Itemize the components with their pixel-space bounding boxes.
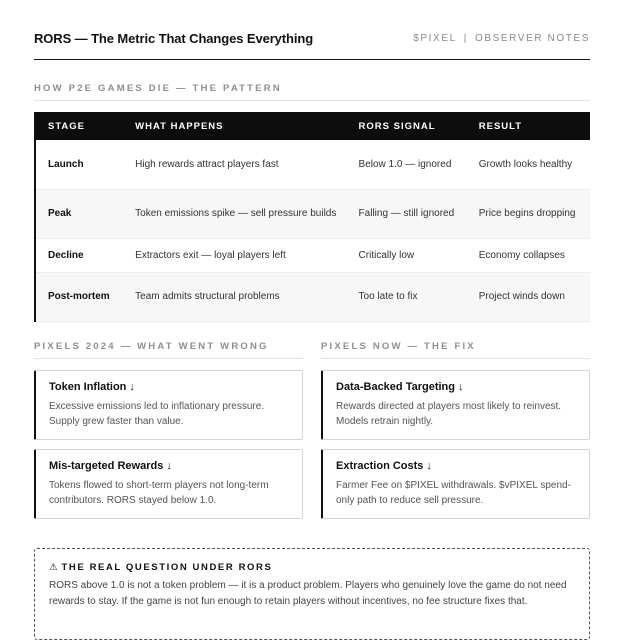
stage-cell: Peak	[35, 189, 123, 238]
column-header-stage: STAGE	[35, 112, 123, 140]
page-title: RORS — The Metric That Changes Everything	[34, 31, 314, 46]
result-cell: Economy collapses	[467, 238, 590, 272]
result-cell: Growth looks healthy	[467, 140, 590, 189]
what-happens-cell: Token emissions spike — sell pressure builds	[123, 189, 346, 238]
card-title	[49, 381, 290, 393]
card-body: Farmer Fee on $PIXEL withdrawals. $vPIXEL spend-only path to reduce sell pressure.	[336, 480, 571, 506]
what-happens-cell: High rewards attract players fast	[123, 140, 346, 189]
table-row	[35, 189, 590, 238]
rors-signal-cell: Below 1.0 — ignored	[347, 140, 467, 189]
card-title-text: Mis-targeted Rewards	[49, 460, 164, 472]
result-cell: Price begins dropping	[467, 189, 590, 238]
arrow-down-icon: ↓	[129, 381, 135, 393]
column-header-result: RESULT	[467, 112, 590, 140]
token-inflation-card	[34, 370, 303, 440]
arrow-down-icon: ↓	[166, 460, 172, 472]
stage-cell: Post-mortem	[35, 272, 123, 321]
fix-section-label: PIXELS NOW — THE FIX	[321, 341, 590, 359]
table-row	[35, 238, 590, 272]
column-header-what-happens: WHAT HAPPENS	[123, 112, 346, 140]
table-row	[35, 140, 590, 189]
card-title	[49, 460, 290, 472]
table-row	[35, 272, 590, 321]
card-title-text: Token Inflation	[49, 381, 127, 393]
card-body: Rewards directed at players most likely to reinvest. Models retrain nightly.	[336, 401, 562, 427]
pattern-section-label: HOW P2E GAMES DIE — THE PATTERN	[34, 83, 590, 101]
card-body: Excessive emissions led to inflationary pressure. Supply grew faster than value.	[49, 401, 265, 427]
table-header-row	[35, 112, 590, 140]
callout-body: RORS above 1.0 is not a token problem — it is a product problem. Players who genuinely love the game do not need rewards to stay. If the game is not fun enough to retain players without incentives, no fee structure fixes that.	[49, 580, 567, 607]
card-body: Tokens flowed to short-term players not long-term contributors. RORS stayed below 1.0.	[49, 480, 269, 506]
header-divider: |	[463, 33, 468, 44]
extraction-costs-card	[321, 449, 590, 519]
page-header	[34, 30, 590, 60]
warning-icon: ⚠	[49, 562, 58, 573]
rors-signal-cell: Critically low	[347, 238, 467, 272]
card-title	[336, 381, 577, 393]
arrow-down-icon: ↓	[458, 381, 464, 393]
rors-signal-cell: Falling — still ignored	[347, 189, 467, 238]
arrow-down-icon: ↓	[426, 460, 432, 472]
stage-cell: Launch	[35, 140, 123, 189]
header-subtitle: OBSERVER NOTES	[474, 33, 590, 44]
card-title	[336, 460, 577, 472]
brand-label: $PIXEL	[413, 33, 457, 44]
card-title-text: Extraction Costs	[336, 460, 424, 472]
result-cell: Project winds down	[467, 272, 590, 321]
stage-cell: Decline	[35, 238, 123, 272]
column-header-rors-signal: RORS SIGNAL	[347, 112, 467, 140]
real-question-callout	[34, 548, 590, 640]
data-backed-targeting-card	[321, 370, 590, 440]
rors-signal-cell: Too late to fix	[347, 272, 467, 321]
wrong-section-label: PIXELS 2024 — WHAT WENT WRONG	[34, 341, 303, 359]
callout-title-text: THE REAL QUESTION UNDER RORS	[61, 562, 273, 573]
header-meta	[413, 33, 590, 44]
mis-targeted-rewards-card	[34, 449, 303, 519]
what-happens-cell: Team admits structural problems	[123, 272, 346, 321]
card-title-text: Data-Backed Targeting	[336, 381, 455, 393]
callout-title	[49, 562, 575, 573]
what-happens-cell: Extractors exit — loyal players left	[123, 238, 346, 272]
pattern-table	[34, 112, 590, 322]
